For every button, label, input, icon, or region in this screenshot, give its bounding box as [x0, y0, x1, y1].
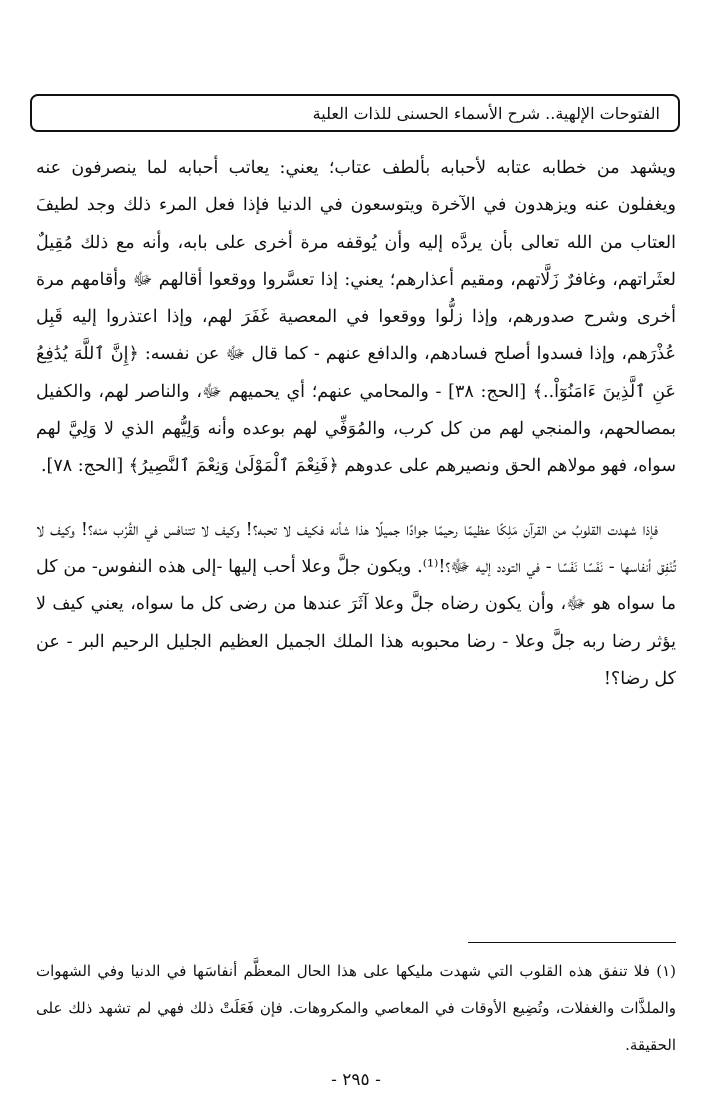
- page-number: - ٢٩٥ -: [331, 1070, 381, 1090]
- running-header: [30, 94, 680, 132]
- main-text: [36, 150, 676, 698]
- paragraph: فإذا شهدت القلوبُ من القرآن مَلِكًا عظيمًا رحيمًا جوادًا جميلًا هذا شأنه فكيف لا تحبه؟! وكيف لا تتنافس في القُرْب منه؟! وكيف لا تُنْفِق أنفاسها - نَفَسًا نَفَسًا - في التودد إليه ﷻ؟!⁽¹⁾. ويكون جلَّ وعلا أحب إليها -إلى هذه النفوس- من كل ما سواه هو ﷻ، وأن يكون رضاه جلَّ وعلا آثَرَ عندها من رضى كل ما سواه، يعني كيف لا يؤثر رضا ربه جلَّ وعلا - رضا محبوبه هذا الملك الجميل العظيم الجليل الرحيم البر - عن كل رضا؟!: [36, 519, 676, 689]
- paragraph: ويشهد من خطابه عتابه لأحبابه بألطف عتاب؛ يعني: يعاتب أحبابه لما ينصرفون عنه ويغفلون عنه ويزهدون في الآخرة ويتوسعون في الدنيا فإذا فعل المرء ذلك وجد لطيفَ العتاب من الله تعالى بأن يردَّه إليه وأن يُوقفه مرة أخرى على بابه، وأنه مع ذلك مُقِيلٌ لعثَراتهم، وغافرٌ زَلَّاتهم، ومقيم أعذارهم؛ يعني: إذا تعسَّروا ووقعوا أقالهم ﷻ وأقامهم مرة أخرى وشرح صدورهم، وإذا زلُّوا ووقعوا في المعصية غَفَرَ لهم، وإذا اعتذروا إليه قَبِل عُذْرَهم، وإذا فسدوا أصلح فسادهم، والدافع عنهم - كما قال ﷻ عن نفسه: ﴿إِنَّ ٱللَّهَ يُدَٰفِعُ عَنِ ٱلَّذِينَ ءَامَنُوٓاْ..﴾ [الحج: ٣٨] - والمحامي عنهم؛ أي يحميهم ﷻ، والناصر لهم، والكفيل بمصالحهم، والمنجي لهم من كل كرب، والمُوَفِّي لهم بوعده وأنه وَلِيُّهم الذي لا وَلِيَّ لهم سواه، فهو مولاهم الحق ونصيرهم على عدوهم ﴿فَنِعْمَ ٱلْمَوْلَىٰ وَنِعْمَ ٱلنَّصِيرُ﴾ [الحج: ٧٨].: [36, 158, 676, 477]
- footnote-divider: [468, 942, 676, 943]
- footnote: (١) فلا تنفق هذه القلوب التي شهدت مليكها على هذا الحال المعظَّم أنفاسَها في الدنيا وفي الشهوات والملذَّات والغفلات، وتُضِيع الأوقات في المعاصي والمكروهات. فإن فَعَلَتْ ذلك فهي لم تشهد ذلك على الحقيقة.: [36, 962, 676, 1054]
- book-title: الفتوحات الإلهية.. شرح الأسماء الحسنى للذات العلية: [312, 103, 660, 123]
